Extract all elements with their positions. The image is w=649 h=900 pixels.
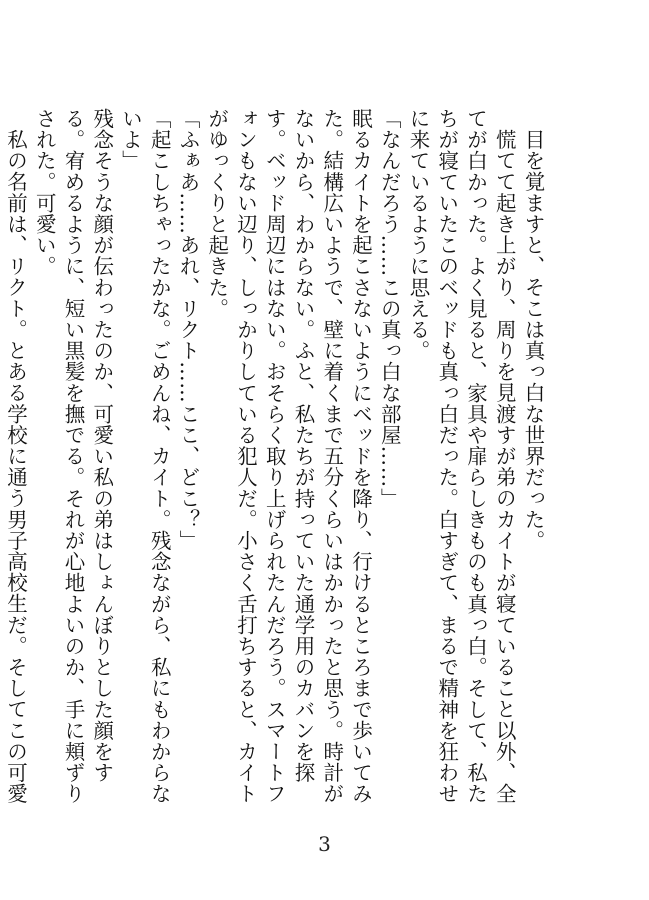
- paragraph-2: 慌てて起き上がり、周りを見渡すが弟のカイトが寝ていること以外、全てが白かった。よく見ると、家具や扉らしきものも真っ白。そして、私たちが寝ていたこのベッドも真っ白だった。白すぎて、まるで精神を狂わせに来ているように思える。: [406, 108, 517, 805]
- paragraph-4: 残念そうな顔が伝わったのか、可愛い私の弟はしょんぼりとした顔をする。宥めるように、短い黒髪を撫でる。それが心地よいのか、手に頬ずりされた。可愛い。: [32, 108, 114, 805]
- vertical-text-body: [3, 108, 547, 808]
- paragraph-3: 眠るカイトを起こさないようにベッドを降り、行けるところまで歩いてみた。結構広いようで、壁に着くまで五分くらいはかかったと思う。時計がないから、わからない。ふと、私たちが持っていた通学用のカバンを探す。ベッド周辺にはない。おそらく取り上げられたんだろう。スマートフォンもない辺り、しっかりしている犯人だ。小さく舌打ちすると、カイトがゆっくりと起きた。: [204, 108, 373, 805]
- paragraph-1: 目を覚ますと、そこは真っ白な世界だった。: [521, 128, 545, 551]
- dialogue-3: 「起こしちゃったかな。ごめんね、カイト。残念ながら、私にもわからないよ」: [118, 108, 172, 805]
- dialogue-2: 「ふぁあ……あれ、リクト……ここ、どこ？」: [176, 108, 200, 552]
- paragraph-5: 私の名前は、リクト。とある学校に通う男子高校生だ。そしてこの可愛: [3, 128, 28, 804]
- page-number: 3: [318, 832, 331, 856]
- dialogue-1: 「なんだろう……この真っ白な部屋……」: [377, 108, 402, 509]
